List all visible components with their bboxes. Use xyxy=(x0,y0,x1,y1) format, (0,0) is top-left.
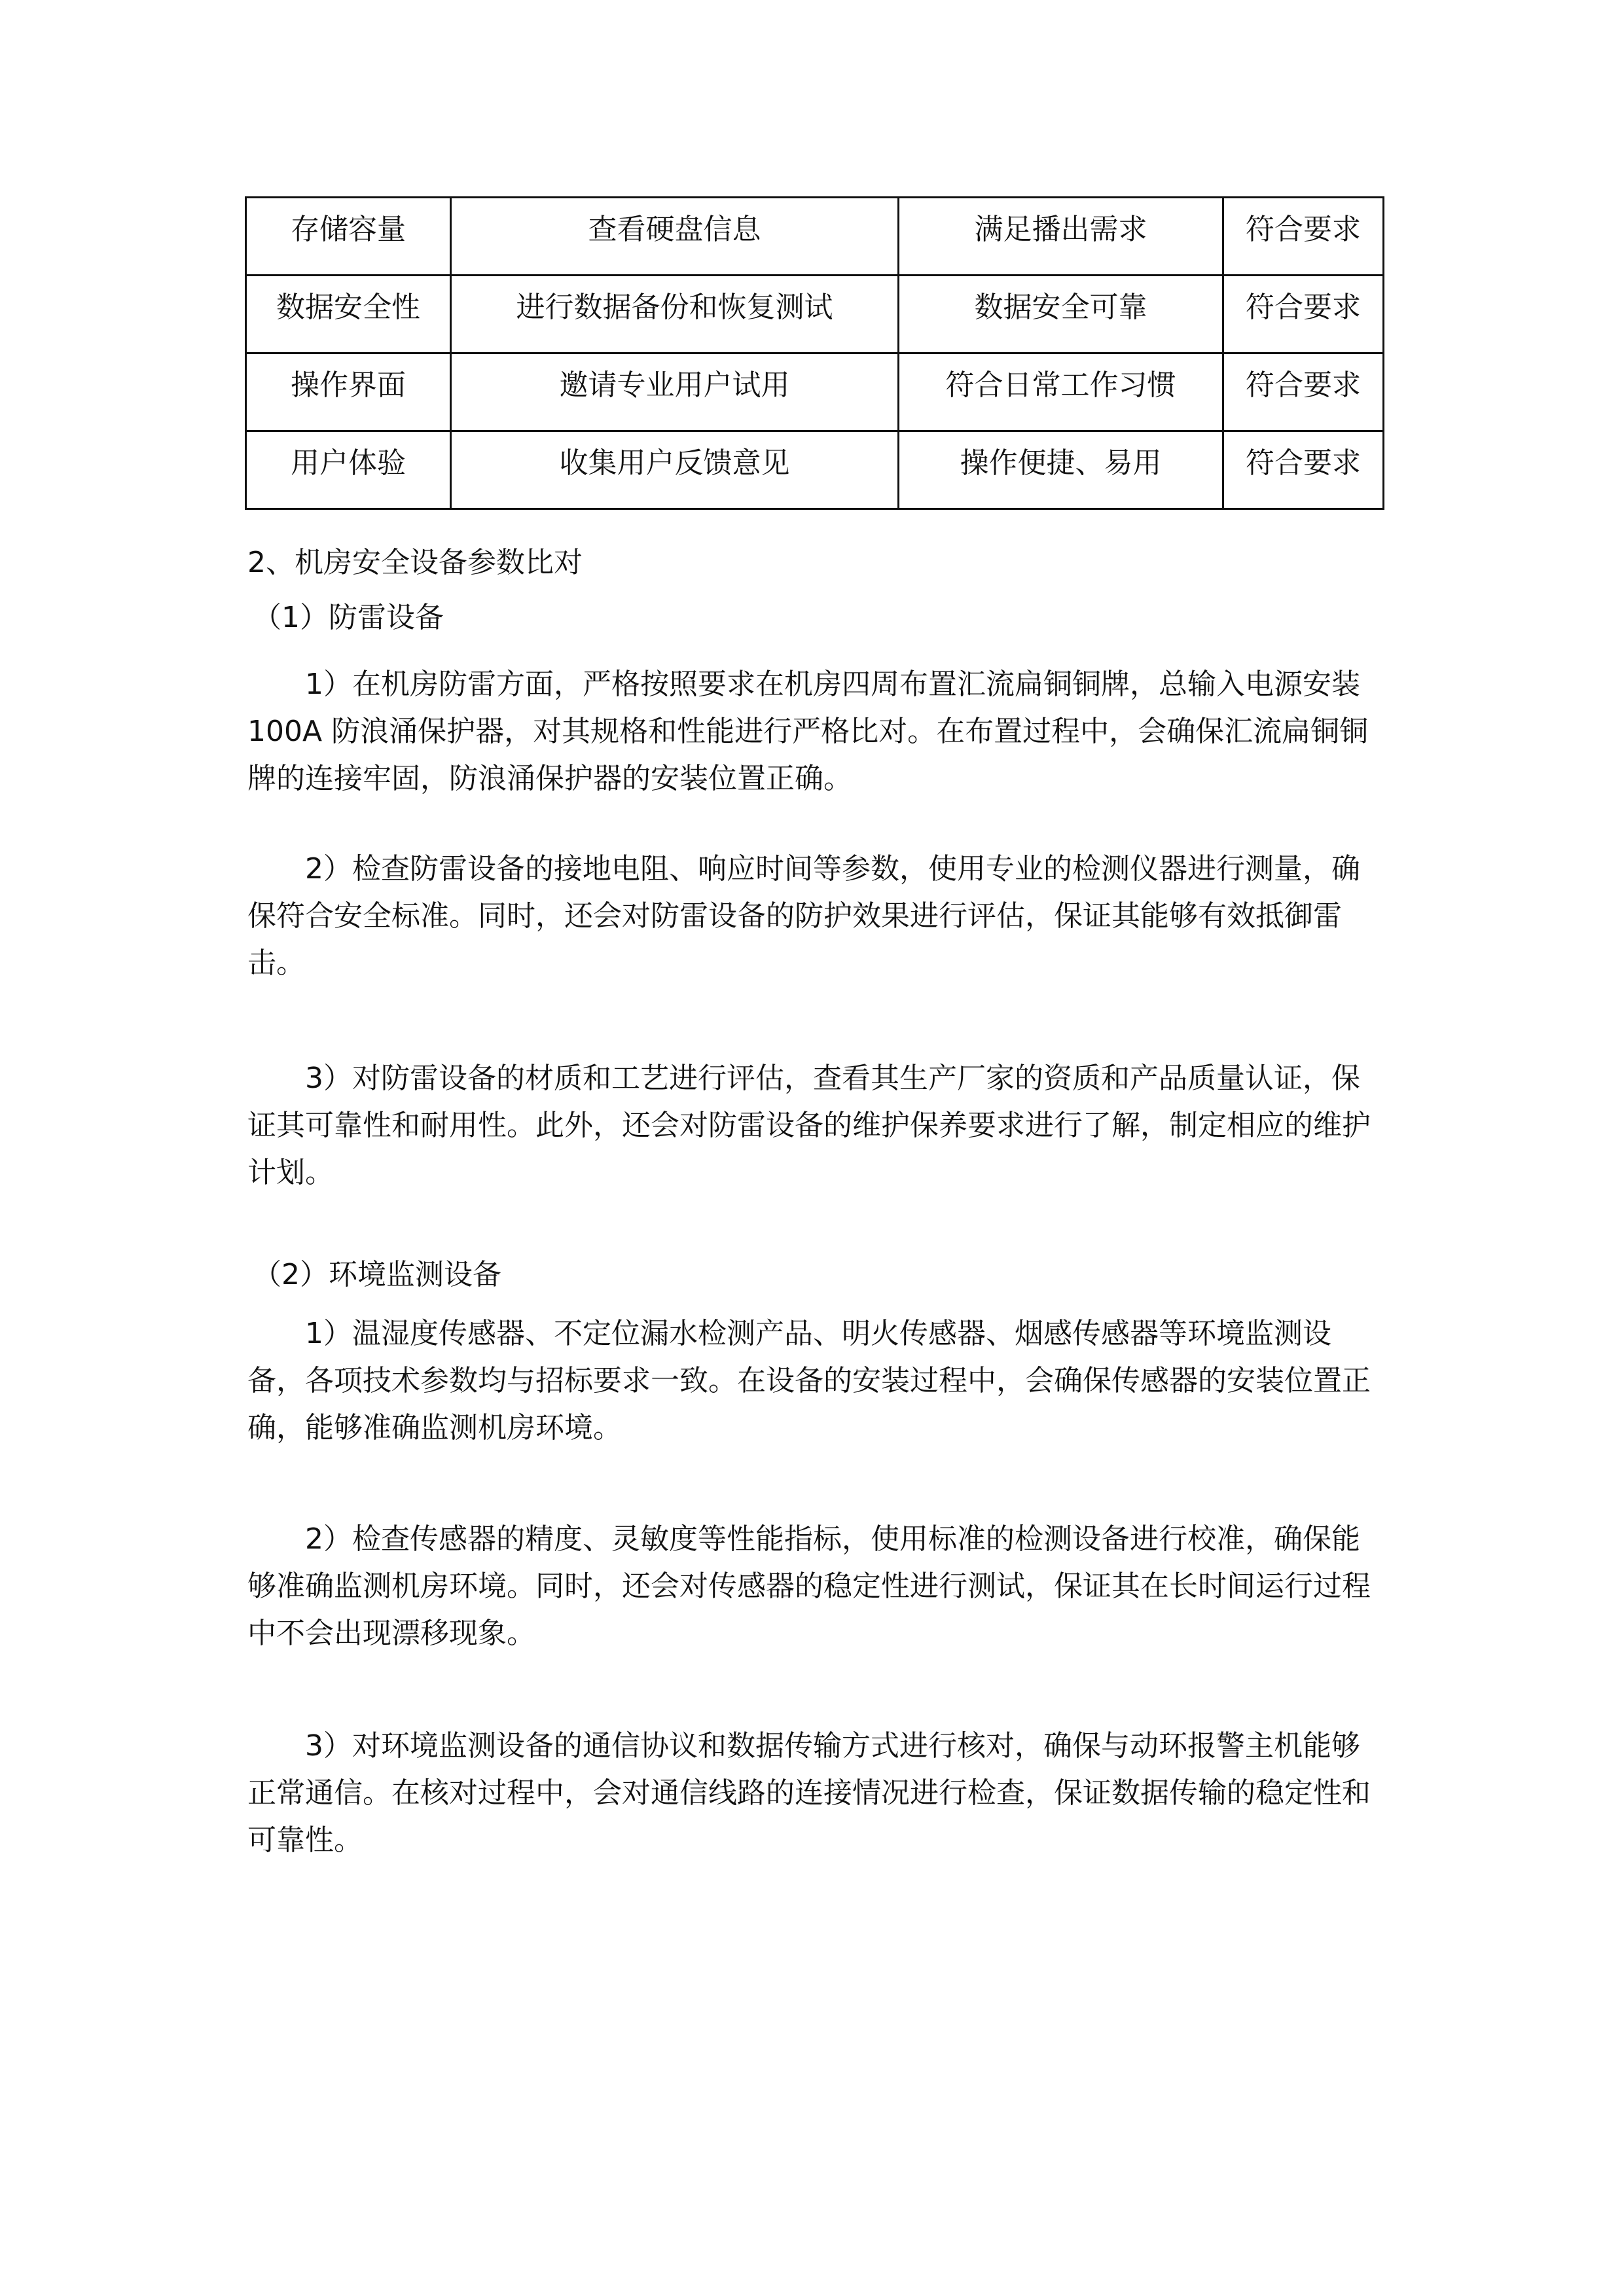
table-row xyxy=(246,198,1384,276)
table-cell: 邀请专业用户试用 xyxy=(451,353,899,431)
table-cell: 存储容量 xyxy=(246,198,451,276)
table-cell: 用户体验 xyxy=(246,431,451,509)
paragraph-environment-2: 2）检查传感器的精度、灵敏度等性能指标，使用标准的检测设备进行校准，确保能够准确监测机房环境。同时，还会对传感器的稳定性进行测试，保证其在长时间运行过程中不会出现漂移现象。 xyxy=(247,1522,1371,1650)
table-cell: 符合要求 xyxy=(1223,276,1384,353)
table-row xyxy=(246,353,1384,431)
subsection-heading-lightning: （1）防雷设备 xyxy=(253,601,444,634)
paragraph-lightning-2: 2）检查防雷设备的接地电阻、响应时间等参数，使用专业的检测仪器进行测量，确保符合安全标准。同时，还会对防雷设备的防护效果进行评估，保证其能够有效抵御雷击。 xyxy=(247,852,1360,980)
subsection-heading-environment: （2）环境监测设备 xyxy=(253,1258,501,1291)
paragraph-environment-3: 3）对环境监测设备的通信协议和数据传输方式进行核对，确保与动环报警主机能够正常通信。在核对过程中，会对通信线路的连接情况进行检查，保证数据传输的稳定性和可靠性。 xyxy=(247,1729,1371,1857)
table-cell: 符合要求 xyxy=(1223,431,1384,509)
section-heading: 2、机房安全设备参数比对 xyxy=(247,546,583,579)
table-cell: 操作界面 xyxy=(246,353,451,431)
inspection-table xyxy=(245,196,1384,510)
table-row xyxy=(246,431,1384,509)
table-cell: 数据安全可靠 xyxy=(899,276,1223,353)
table-cell: 收集用户反馈意见 xyxy=(451,431,899,509)
table-cell: 查看硬盘信息 xyxy=(451,198,899,276)
paragraph-environment-1: 1）温湿度传感器、不定位漏水检测产品、明火传感器、烟感传感器等环境监测设备，各项技术参数均与招标要求一致。在设备的安装过程中，会确保传感器的安装位置正确，能够准确监测机房环境。 xyxy=(247,1317,1371,1444)
paragraph-lightning-3: 3）对防雷设备的材质和工艺进行评估，查看其生产厂家的资质和产品质量认证，保证其可靠性和耐用性。此外，还会对防雷设备的维护保养要求进行了解，制定相应的维护计划。 xyxy=(247,1062,1371,1189)
table-cell: 符合日常工作习惯 xyxy=(899,353,1223,431)
table-cell: 数据安全性 xyxy=(246,276,451,353)
table-cell: 符合要求 xyxy=(1223,198,1384,276)
table-cell: 满足播出需求 xyxy=(899,198,1223,276)
table-cell: 进行数据备份和恢复测试 xyxy=(451,276,899,353)
paragraph-lightning-1: 1）在机房防雷方面，严格按照要求在机房四周布置汇流扁铜铜牌，总输入电源安装 100A 防浪涌保护器，对其规格和性能进行严格比对。在布置过程中，会确保汇流扁铜铜牌的连接牢固，防浪涌保护器的安装位置正确。 xyxy=(247,668,1369,795)
table-row xyxy=(246,276,1384,353)
table-cell: 符合要求 xyxy=(1223,353,1384,431)
table-cell: 操作便捷、易用 xyxy=(899,431,1223,509)
